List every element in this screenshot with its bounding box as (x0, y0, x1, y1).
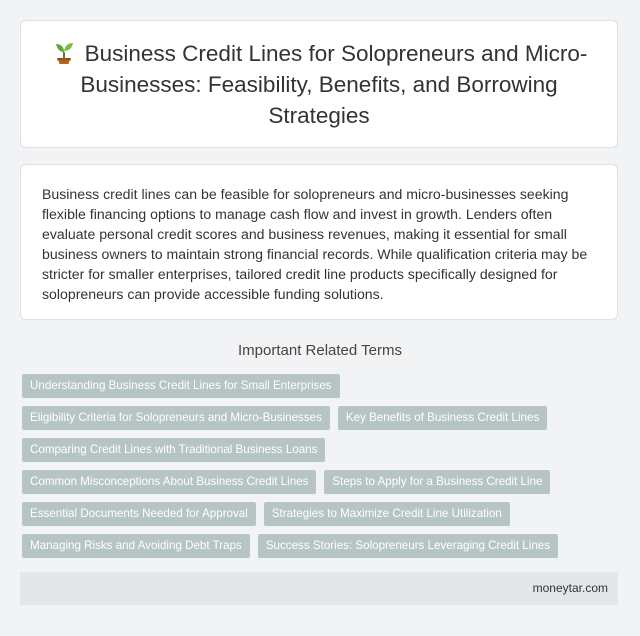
related-term-tag[interactable]: Understanding Business Credit Lines for Small Enterprises (22, 374, 340, 398)
related-term-tag[interactable]: Common Misconceptions About Business Credit Lines (22, 470, 316, 494)
related-term-tag[interactable]: Strategies to Maximize Credit Line Utilization (264, 502, 510, 526)
related-term-tag[interactable]: Comparing Credit Lines with Traditional Business Loans (22, 438, 325, 462)
sprout-icon (51, 39, 77, 65)
tag-row (22, 374, 620, 398)
summary-card (20, 164, 618, 320)
related-term-tag[interactable]: Essential Documents Needed for Approval (22, 502, 256, 526)
tag-row (22, 406, 620, 430)
related-term-tag[interactable]: Managing Risks and Avoiding Debt Traps (22, 534, 250, 558)
tag-row (22, 470, 620, 494)
tag-row (22, 438, 620, 462)
tag-row (22, 502, 620, 526)
footer (20, 572, 618, 605)
related-term-tag[interactable]: Steps to Apply for a Business Credit Line (324, 470, 550, 494)
title-label: Business Credit Lines for Solopreneurs and Micro-Businesses: Feasibility, Benefits, and Borrowing Strategies (80, 40, 588, 128)
related-terms-heading: Important Related Terms (238, 342, 402, 359)
related-term-tag[interactable]: Eligibility Criteria for Solopreneurs and Micro-Businesses (22, 406, 330, 430)
tag-row (22, 534, 620, 558)
related-terms-list (22, 374, 620, 566)
page-title (49, 38, 589, 131)
footer-site-link[interactable]: moneytar.com (532, 581, 608, 595)
related-term-tag[interactable]: Success Stories: Solopreneurs Leveraging Credit Lines (258, 534, 558, 558)
summary-text: Business credit lines can be feasible for solopreneurs and micro-businesses seeking flexible financing options to manage cash flow and invest in growth. Lenders often evaluate personal credit scores and business revenues, making it essential for small business owners to maintain strong financial records. While qualification criteria may be stricter for smaller enterprises, tailored credit line products specifically designed for solopreneurs can provide accessible funding solutions. (42, 186, 588, 302)
related-term-tag[interactable]: Key Benefits of Business Credit Lines (338, 406, 547, 430)
title-card (20, 20, 618, 148)
